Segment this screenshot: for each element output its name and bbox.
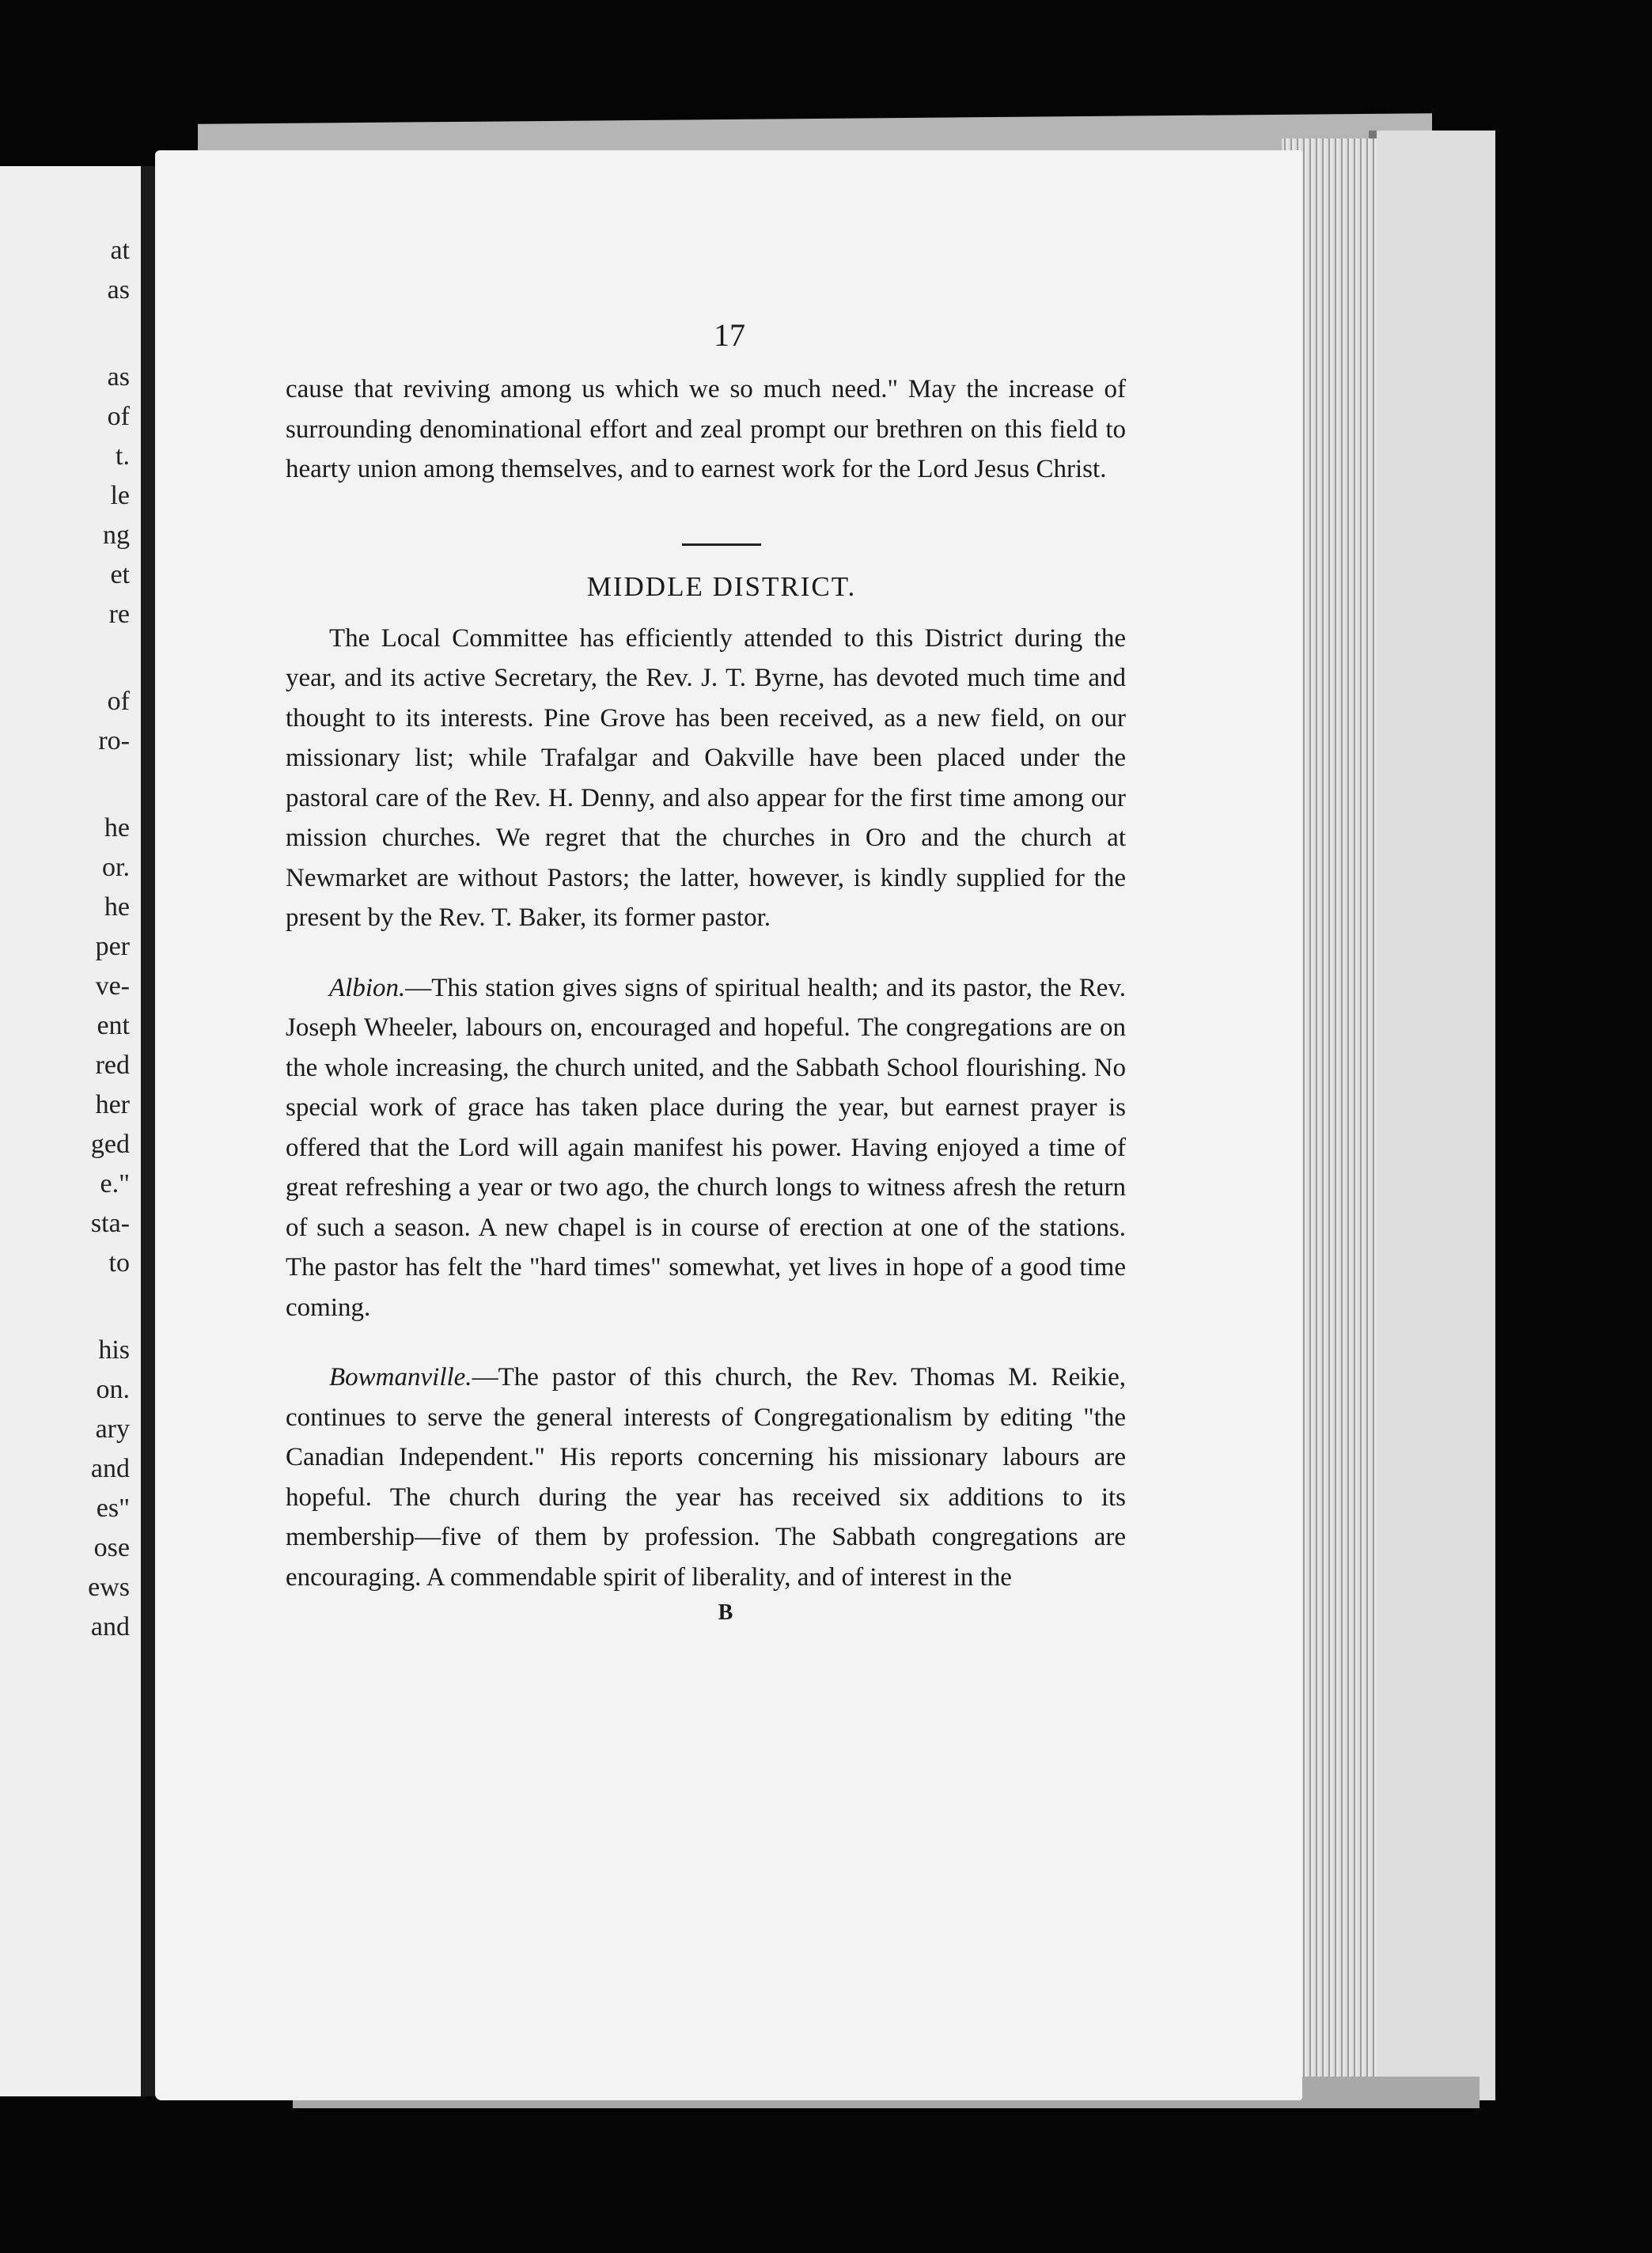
left-page-fragment: ve- [95, 971, 130, 1001]
signature-mark: B [718, 1600, 733, 1625]
entry-text-albion: —This station gives signs of spiritual health; and its pastor, the Rev. Joseph Wheeler, labours on, encouraged and hopeful. The congregations are on the whole increasing, the church united, and the Sabbath School flourishing. No special work of grace has taken place during the year, but earnest prayer is offered that the Lord will again manifest his power. Having enjoyed a time of great refreshing a year or two ago, the church longs to witness afresh the return of such a season. A new chapel is in course of erection at one of the stations. The pastor has felt the "hard times" somewhat, yet lives in hope of a good time coming. [286, 973, 1126, 1322]
left-page-fragment: on. [96, 1375, 130, 1404]
left-page-fragment: ews [88, 1573, 130, 1602]
left-page-fragment: e." [100, 1169, 130, 1198]
left-page-fragment: as [107, 275, 130, 305]
entry-paragraph-bowmanville [286, 1357, 1126, 1597]
left-facing-page [0, 166, 155, 2096]
left-page-fragment: t. [116, 441, 130, 471]
left-page-fragment: her [95, 1090, 130, 1119]
left-page-fragment: he [104, 813, 130, 843]
left-page-fragment: red [95, 1051, 130, 1080]
page-number: 17 [714, 317, 745, 353]
entry-place-bowmanville: Bowmanville. [329, 1363, 472, 1392]
left-page-fragment: re [108, 600, 130, 629]
left-page-fragment: es" [96, 1494, 130, 1523]
page-text-block [286, 316, 1126, 1626]
left-page-fragment: at [110, 236, 130, 265]
left-page-fragment: et [110, 560, 130, 589]
section-divider [682, 543, 761, 546]
left-page-fragment: his [98, 1335, 130, 1365]
left-page-fragment: and [90, 1612, 130, 1641]
left-page-fragment: he [104, 892, 130, 922]
left-page-fragment: of [107, 402, 130, 431]
left-page-fragment: ro- [98, 726, 130, 755]
opening-paragraph: cause that reviving among us which we so much need." May the increase of surrounding denominational effort and zeal prompt our brethren on this field to hearty union among themselves, and to earnest work for the Lord Jesus Christ. [286, 375, 1126, 483]
left-page-fragment: ged [90, 1130, 130, 1159]
section-heading: MIDDLE DISTRICT. [586, 570, 857, 602]
left-page-fragment: or. [102, 853, 130, 882]
entry-paragraph-albion [286, 968, 1126, 1328]
left-page-fragment: as [107, 362, 130, 392]
book-cover-right-edge [1369, 131, 1495, 2100]
left-page-fragment: and [90, 1454, 130, 1483]
left-page-fragment: ary [95, 1414, 130, 1444]
left-page-fragment: ent [97, 1011, 130, 1040]
left-page-fragment: ng [103, 521, 130, 550]
left-page-fragment: sta- [90, 1209, 130, 1238]
left-page-fragment: ose [93, 1533, 130, 1562]
left-page-fragment: per [95, 932, 130, 961]
intro-paragraph: The Local Committee has efficiently attended to this District during the year, and its active Secretary, the Rev. J. T. Byrne, has devoted much time and thought to its interests. Pine Grove has been received, as a new field, on our missionary list; while Trafalgar and Oakville have been placed under the pastoral care of the Rev. H. Denny, and also appear for the first time among our mission churches. We regret that the churches in Oro and the church at Newmarket are without Pastors; the latter, however, is kindly supplied for the present by the Rev. T. Baker, its former pastor. [286, 623, 1126, 932]
entry-text-bowmanville: —The pastor of this church, the Rev. Thomas M. Reikie, continues to serve the general interests of Congregationalism by editing "the Canadian Independent." His reports concerning his missionary labours are hopeful. The church during the year has received six additions to its membership—five of them by profession. The Sabbath congregations are encouraging. A commendable spirit of liberality, and of interest in the [286, 1363, 1126, 1592]
left-page-fragment: le [110, 481, 130, 510]
book-page [155, 150, 1302, 2100]
left-page-fragment: of [107, 687, 130, 716]
entry-place-albion: Albion. [329, 973, 406, 1002]
left-page-fragment: to [108, 1248, 130, 1278]
